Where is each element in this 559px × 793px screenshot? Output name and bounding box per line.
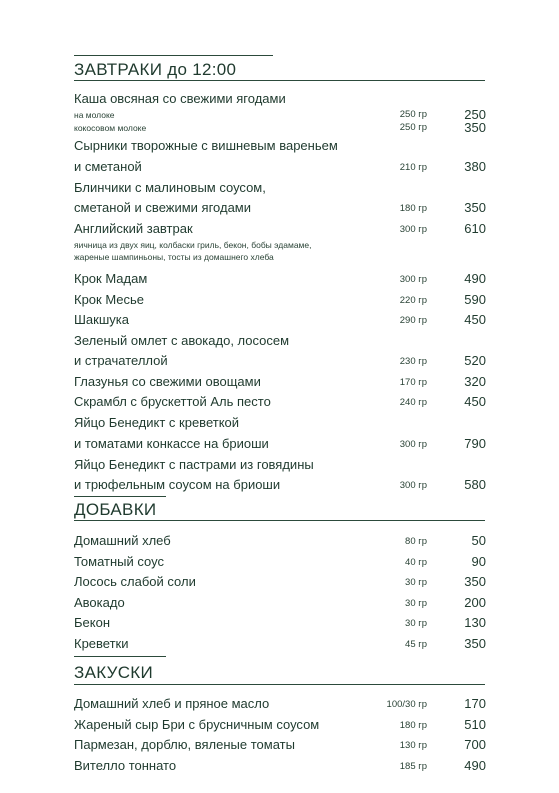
menu-item-weight: 180 гр — [399, 720, 427, 731]
menu-item-weight: 250 гр — [399, 109, 427, 120]
menu-item-weight: 300 гр — [399, 439, 427, 450]
menu-item-price: 380 — [464, 159, 486, 174]
menu-item-weight: 45 гр — [405, 639, 427, 650]
section-title-additions: ДОБАВКИ — [74, 500, 157, 519]
section-bottom-rule — [74, 684, 485, 685]
menu-item-weight: 220 гр — [399, 295, 427, 306]
menu-item-name: Креветки — [74, 636, 129, 651]
menu-item-price: 50 — [471, 533, 486, 548]
section-title-breakfast: ЗАВТРАКИ до 12:00 — [74, 60, 237, 79]
menu-item-name: и томатами конкассе на бриоши — [74, 436, 269, 451]
menu-item-weight: 30 гр — [405, 577, 427, 588]
menu-item-option: кокосовом молоке — [74, 123, 147, 133]
section-top-rule — [74, 55, 273, 56]
menu-item-price: 350 — [464, 120, 486, 135]
menu-item-name: Крок Мадам — [74, 271, 148, 286]
menu-item-name: Сырники творожные с вишневым вареньем — [74, 138, 338, 153]
menu-item-name: и трюфельным соусом на бриоши — [74, 477, 281, 492]
menu-item-weight: 40 гр — [405, 557, 427, 568]
menu-item-weight: 240 гр — [399, 397, 427, 408]
menu-item-price: 200 — [464, 595, 486, 610]
menu-item-weight: 250 гр — [399, 122, 427, 133]
menu-item-price: 510 — [464, 717, 486, 732]
menu-item-weight: 130 гр — [399, 740, 427, 751]
menu-item-weight: 210 гр — [399, 162, 427, 173]
menu-item-weight: 30 гр — [405, 618, 427, 629]
menu-item-price: 490 — [464, 271, 486, 286]
menu-item-name: Каша овсяная со свежими ягодами — [74, 91, 286, 106]
menu-item-price: 790 — [464, 436, 486, 451]
menu-item-description: жареные шампиньоны, тосты из домашнего хлеба — [74, 252, 274, 262]
menu-item-name: Жареный сыр Бри с брусничным соусом — [74, 717, 320, 732]
menu-item-name: Авокадо — [74, 595, 125, 610]
menu-item-weight: 30 гр — [405, 598, 427, 609]
menu-item-name: сметаной и свежими ягодами — [74, 200, 251, 215]
menu-item-name: Английский завтрак — [74, 221, 193, 236]
menu-item-name: Пармезан, дорблю, вяленые томаты — [74, 737, 295, 752]
menu-item-price: 250 — [464, 107, 486, 122]
menu-item-name: Зеленый омлет с авокадо, лососем — [74, 333, 290, 348]
section-top-rule — [74, 656, 166, 657]
menu-item-price: 170 — [464, 696, 486, 711]
menu-item-name: Яйцо Бенедикт с креветкой — [74, 415, 240, 430]
menu-item-price: 490 — [464, 758, 486, 773]
menu-item-name: и страчателлой — [74, 353, 168, 368]
menu-item-weight: 170 гр — [399, 377, 427, 388]
section-top-rule — [74, 496, 166, 497]
menu-item-weight: 100/30 гр — [386, 699, 427, 710]
menu-item-price: 700 — [464, 737, 486, 752]
section-bottom-rule — [74, 520, 485, 521]
menu-item-price: 580 — [464, 477, 486, 492]
menu-item-name: Яйцо Бенедикт с пастрами из говядины — [74, 457, 314, 472]
menu-item-name: Бекон — [74, 615, 111, 630]
menu-item-price: 90 — [471, 554, 486, 569]
menu-item-weight: 185 гр — [399, 761, 427, 772]
menu-item-weight: 230 гр — [399, 356, 427, 367]
menu-item-weight: 180 гр — [399, 203, 427, 214]
menu-item-weight: 300 гр — [399, 224, 427, 235]
menu-item-price: 520 — [464, 353, 486, 368]
menu-item-name: Домашний хлеб — [74, 533, 171, 548]
menu-item-name: Вителло тоннато — [74, 758, 177, 773]
section-title-snacks: ЗАКУСКИ — [74, 663, 153, 682]
menu-item-description: яичница из двух яиц, колбаски гриль, бекон, бобы эдамаме, — [74, 240, 312, 250]
menu-item-price: 350 — [464, 636, 486, 651]
menu-item-price: 320 — [464, 374, 486, 389]
menu-item-name: Крок Месье — [74, 292, 145, 307]
menu-item-price: 130 — [464, 615, 486, 630]
menu-item-price: 610 — [464, 221, 486, 236]
menu-item-name: Томатный соус — [74, 554, 164, 569]
menu-item-price: 350 — [464, 200, 486, 215]
menu-item-name: Блинчики с малиновым соусом, — [74, 180, 266, 195]
section-bottom-rule — [74, 80, 485, 81]
menu-item-name: Шакшука — [74, 312, 129, 327]
menu-item-price: 450 — [464, 394, 486, 409]
menu-item-name: и сметаной — [74, 159, 142, 174]
menu-item-weight: 290 гр — [399, 315, 427, 326]
menu-item-weight: 80 гр — [405, 536, 427, 547]
menu-item-weight: 300 гр — [399, 274, 427, 285]
menu-item-name: Скрамбл с брускеттой Аль песто — [74, 394, 271, 409]
menu-item-name: Глазунья со свежими овощами — [74, 374, 261, 389]
menu-item-price: 450 — [464, 312, 486, 327]
menu-item-price: 590 — [464, 292, 486, 307]
menu-item-price: 350 — [464, 574, 486, 589]
menu-item-name: Лосось слабой соли — [74, 574, 196, 589]
menu-item-weight: 300 гр — [399, 480, 427, 491]
menu-item-name: Домашний хлеб и пряное масло — [74, 696, 270, 711]
menu-item-option: на молоке — [74, 110, 115, 120]
